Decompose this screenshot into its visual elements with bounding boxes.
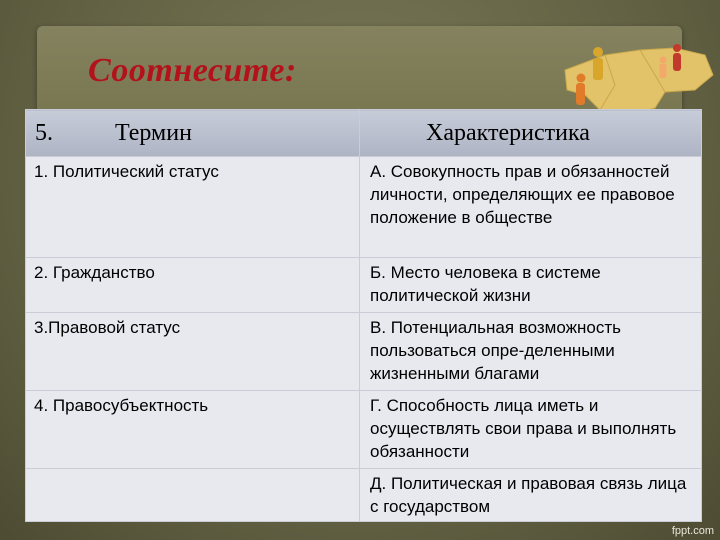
header-number: 5. xyxy=(35,119,53,146)
term-cell: 2. Гражданство xyxy=(26,258,360,313)
table-header-row xyxy=(26,110,702,157)
person-figure-orange xyxy=(576,74,586,106)
term-cell: 3.Правовой статус xyxy=(26,313,360,391)
header-term: Термин xyxy=(115,119,192,146)
characteristic-cell: Г. Способность лица иметь и осуществлять свои права и выполнять обязанности xyxy=(360,391,702,469)
term-cell: 1. Политический статус xyxy=(26,157,360,258)
characteristic-cell: Б. Место человека в системе политической жизни xyxy=(360,258,702,313)
characteristic-cell: В. Потенциальная возможность пользоваться опре-деленными жизненными благами xyxy=(360,313,702,391)
person-figure-gold xyxy=(593,47,603,80)
table-row xyxy=(26,313,702,391)
header-characteristic: Характеристика xyxy=(360,110,702,157)
table-row xyxy=(26,391,702,469)
watermark: fppt.com xyxy=(671,525,714,537)
term-cell: 4. Правосубъектность xyxy=(26,391,360,469)
header-term-cell xyxy=(26,110,360,157)
person-figure-peach xyxy=(660,57,667,79)
person-figure-red xyxy=(673,44,681,71)
table-row xyxy=(26,157,702,258)
slide-title: Соотнесите: xyxy=(88,52,297,89)
characteristic-cell: А. Совокупность прав и обязанностей личности, определяющих ее правовое положение в обществе xyxy=(360,157,702,258)
map-people-illustration xyxy=(545,30,715,120)
characteristic-cell: Д. Политическая и правовая связь лица с государством xyxy=(360,469,702,522)
term-cell-empty xyxy=(26,469,360,522)
matching-table xyxy=(25,109,702,522)
table-row xyxy=(26,258,702,313)
table-row xyxy=(26,469,702,522)
